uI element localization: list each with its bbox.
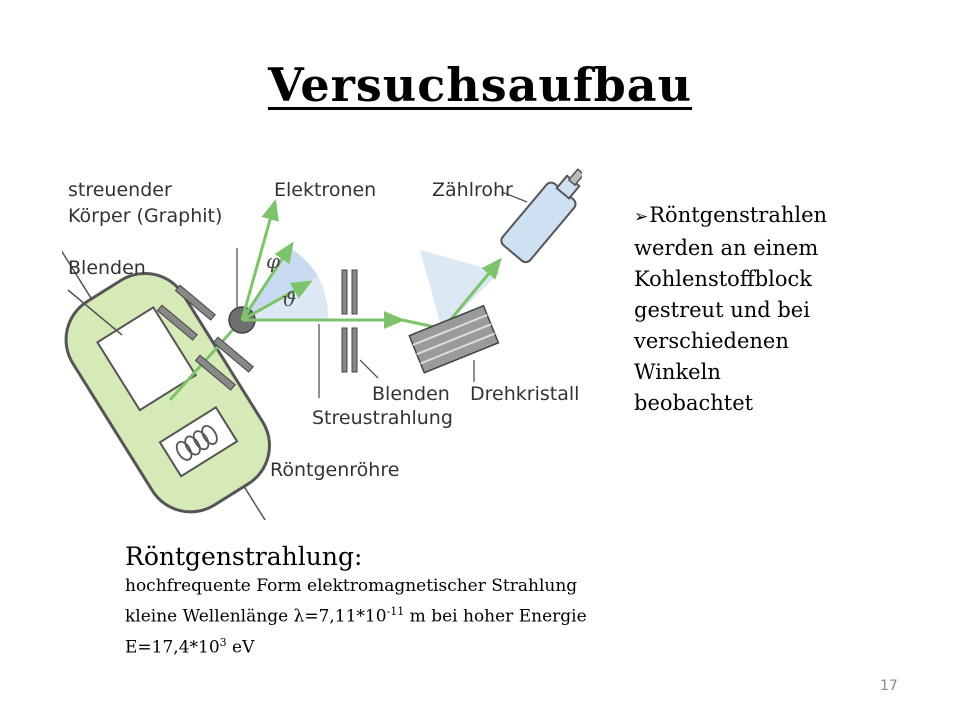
label-xray-tube: Röntgenröhre	[270, 459, 400, 481]
label-apertures-right: Blenden	[372, 383, 450, 405]
label-scatter-body: streuender	[68, 179, 172, 201]
label-scattered-radiation: Streustrahlung	[312, 407, 453, 429]
slide-title-text: Versuchsaufbau	[267, 58, 693, 112]
label-apertures-left: Blenden	[68, 257, 146, 279]
arrow-bullet-icon: ➢	[634, 207, 649, 227]
page-number: 17	[880, 678, 898, 694]
bullet-line-4: gestreut und bei	[634, 298, 810, 322]
compton-setup-diagram	[62, 160, 582, 520]
bullet-line-3: Kohlenstoffblock	[634, 267, 813, 291]
label-electrons: Elektronen	[274, 179, 377, 201]
label-rotating-crystal: Drehkristall	[470, 383, 580, 405]
slide-title	[0, 58, 960, 112]
label-angle-phi: φ	[266, 249, 281, 273]
energy-exponent: 3	[219, 635, 227, 649]
info-line-3	[125, 630, 825, 661]
energy-text: m bei hoher Energie	[404, 606, 587, 627]
label-counter-tube: Zählrohr	[432, 179, 513, 201]
blenden-right-leader	[360, 360, 378, 378]
bullet-list	[634, 200, 874, 419]
label-scatter-body-line2: Körper (Graphit)	[68, 205, 223, 227]
bullet-line-2: werden an einem	[634, 236, 819, 260]
bullet-item	[634, 200, 874, 419]
bullet-line-5: verschiedenen	[634, 329, 789, 353]
bullet-line-1: Röntgenstrahlen	[649, 203, 828, 227]
wavelength-text: kleine Wellenlänge λ=7,11*10	[125, 606, 387, 627]
wavelength-exponent: -11	[386, 605, 405, 618]
info-line-1: hochfrequente Form elektromagnetischer Strahlung	[125, 576, 578, 596]
bullet-line-7: beobachtet	[634, 391, 754, 415]
counter-tube	[499, 160, 582, 264]
label-angle-theta: ϑ	[282, 287, 297, 311]
energy-unit: eV	[226, 637, 255, 658]
info-heading: Röntgenstrahlung:	[125, 542, 363, 571]
info-line-2	[125, 599, 825, 630]
xray-info-block	[125, 540, 825, 660]
energy-value: E=17,4*10	[125, 637, 220, 658]
bullet-line-6: Winkeln	[634, 360, 721, 384]
